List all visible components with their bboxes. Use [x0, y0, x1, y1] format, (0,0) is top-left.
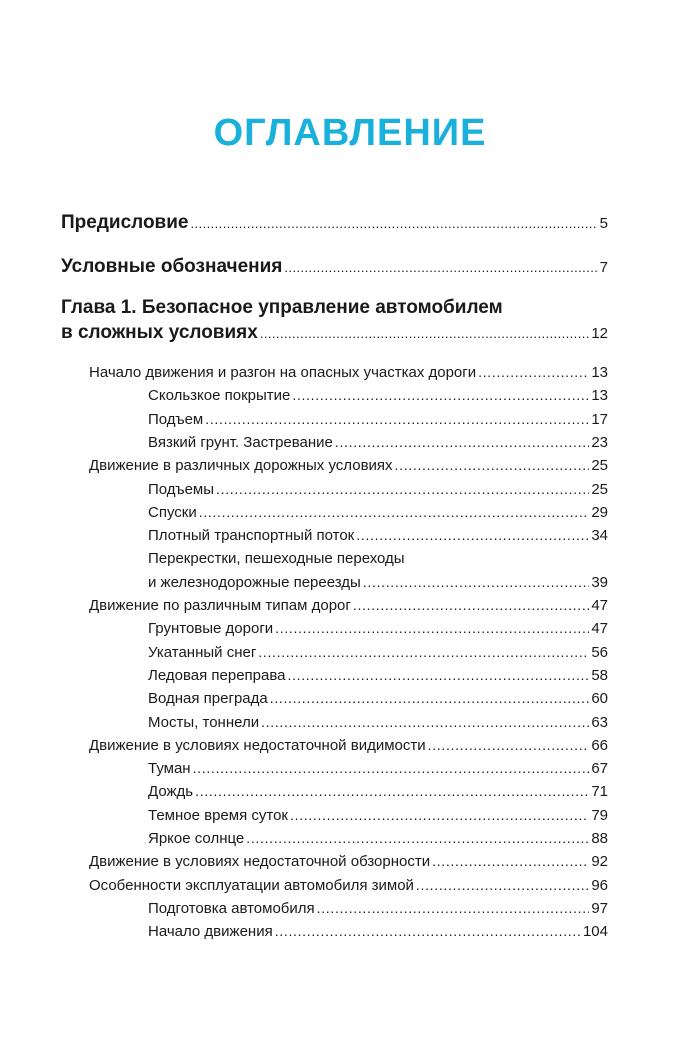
toc-entry-page: 29: [591, 504, 608, 521]
toc-entry-label: Перекрестки, пешеходные переходы: [148, 550, 405, 567]
toc-entry-label: Подъем: [148, 411, 204, 428]
toc-entry-page: 97: [591, 900, 608, 917]
toc-entry-page: 56: [591, 644, 608, 661]
toc-entry-page: 12: [591, 325, 608, 342]
toc-entry[interactable]: [89, 364, 608, 381]
toc-entry-label: Движение по различным типам дорог: [89, 597, 351, 614]
toc-entry[interactable]: [148, 434, 608, 451]
leader-dots: [428, 737, 590, 753]
toc-entry[interactable]: [148, 481, 608, 498]
toc-entry-label: Плотный транспортный поток: [148, 527, 355, 544]
toc-entry[interactable]: [148, 830, 608, 847]
leader-dots: [260, 326, 589, 341]
toc-entry-label: Начало движения: [148, 923, 273, 940]
toc-entry-label: Движение в условиях недостаточной видимости: [89, 737, 426, 754]
toc-entry-page: 13: [591, 387, 608, 404]
toc-entry[interactable]: [89, 737, 608, 754]
toc-entry-page: 88: [591, 830, 608, 847]
toc-entry[interactable]: [148, 807, 608, 824]
toc-entry-page: 63: [591, 714, 608, 731]
leader-dots: [275, 620, 589, 636]
toc-entry-label: Спуски: [148, 504, 197, 521]
leader-dots: [258, 644, 589, 660]
leader-dots: [199, 504, 590, 520]
toc-entry-label: Укатанный снег: [148, 644, 257, 661]
toc-entry-page: 58: [591, 667, 608, 684]
leader-dots: [432, 853, 589, 869]
toc-entry[interactable]: [148, 760, 608, 777]
toc-entry-label: Яркое солнце: [148, 830, 245, 847]
leader-dots: [270, 690, 590, 706]
leader-dots: [216, 481, 589, 497]
toc-entry-page: 25: [591, 457, 608, 474]
toc-entry-preface[interactable]: [61, 212, 608, 234]
leader-dots: [195, 783, 589, 799]
chapter-title-line1[interactable]: Глава 1. Безопасное управление автомобилем: [61, 297, 503, 318]
toc-entry-label: Подготовка автомобиля: [148, 900, 315, 917]
toc-entry-page: 23: [591, 434, 608, 451]
leader-dots: [246, 830, 589, 846]
toc-entry-label: Скользкое покрытие: [148, 387, 291, 404]
leader-dots: [284, 260, 597, 275]
toc-entry-label: Подъемы: [148, 481, 215, 498]
toc-entry[interactable]: [148, 550, 608, 567]
toc-entry-label: Дождь: [148, 783, 194, 800]
toc-entry-page: 39: [591, 574, 608, 591]
toc-entry[interactable]: [148, 900, 608, 917]
leader-dots: [317, 900, 590, 916]
leader-dots: [287, 667, 589, 683]
toc-entry[interactable]: [148, 644, 608, 661]
toc-entry-label: Мосты, тоннели: [148, 714, 260, 731]
leader-dots: [205, 411, 589, 427]
toc-entry-page: 104: [582, 923, 608, 940]
leader-dots: [335, 434, 589, 450]
toc-entry[interactable]: [148, 714, 608, 731]
leader-dots: [191, 216, 598, 231]
leader-dots: [478, 364, 589, 380]
toc-entry[interactable]: [148, 667, 608, 684]
leader-dots: [193, 760, 590, 776]
leader-dots: [416, 877, 589, 893]
toc-entry[interactable]: [148, 411, 608, 428]
toc-entry[interactable]: [148, 387, 608, 404]
toc-entry[interactable]: [89, 597, 608, 614]
toc-entry-label: Грунтовые дороги: [148, 620, 274, 637]
toc-entry-label: Условные обозначения: [61, 256, 283, 277]
toc-entry[interactable]: [89, 457, 608, 474]
toc-entry-page: 34: [591, 527, 608, 544]
toc-entry[interactable]: [148, 620, 608, 637]
leader-dots: [261, 714, 589, 730]
toc-entry-label: Особенности эксплуатации автомобиля зимой: [89, 877, 414, 894]
toc-entry-label: Предисловие: [61, 212, 189, 233]
toc-entry[interactable]: [148, 574, 608, 591]
leader-dots: [363, 574, 589, 590]
toc-entry-legend[interactable]: [61, 256, 608, 278]
toc-entry-label: Вязкий грунт. Застревание: [148, 434, 333, 451]
toc-entry-page: 66: [591, 737, 608, 754]
toc-entry[interactable]: [148, 783, 608, 800]
toc-entry-label: Водная преграда: [148, 690, 268, 707]
leader-dots: [292, 387, 589, 403]
toc-entry-chapter-1[interactable]: [61, 322, 608, 344]
toc-entry-label: Движение в условиях недостаточной обзорности: [89, 853, 431, 870]
toc-entry-page: 60: [591, 690, 608, 707]
toc-entry-label: Начало движения и разгон на опасных участках дороги: [89, 364, 477, 381]
toc-entry-page: 79: [591, 807, 608, 824]
toc-entry-label: в сложных условиях: [61, 322, 258, 343]
toc-entry[interactable]: [148, 504, 608, 521]
leader-dots: [290, 807, 589, 823]
toc-entry-page: 47: [591, 597, 608, 614]
toc-entry[interactable]: [148, 923, 608, 940]
leader-dots: [275, 923, 581, 939]
toc-entry-page: 71: [591, 783, 608, 800]
toc-entry-label: Ледовая переправа: [148, 667, 286, 684]
toc-entry[interactable]: [148, 690, 608, 707]
toc-entry-page: 5: [599, 215, 608, 232]
toc-entry-page: 92: [591, 853, 608, 870]
toc-entry-page: 47: [591, 620, 608, 637]
toc-entry[interactable]: [89, 853, 608, 870]
toc-entry-page: 96: [591, 877, 608, 894]
toc-entry-label: Движение в различных дорожных условиях: [89, 457, 393, 474]
toc-entry[interactable]: [89, 877, 608, 894]
toc-entry-page: 17: [591, 411, 608, 428]
toc-entry-label: и железнодорожные переезды: [148, 574, 361, 591]
toc-entry-page: 25: [591, 481, 608, 498]
page-title: ОГЛАВЛЕНИЕ: [213, 112, 487, 154]
toc-entry-page: 67: [591, 760, 608, 777]
toc-entry[interactable]: [148, 527, 608, 544]
toc-entry-page: 13: [591, 364, 608, 381]
leader-dots: [353, 597, 589, 613]
leader-dots: [395, 457, 590, 473]
toc-entry-label: Темное время суток: [148, 807, 288, 824]
toc-entry-page: 7: [599, 259, 608, 276]
toc-entry-label: Туман: [148, 760, 191, 777]
leader-dots: [356, 527, 589, 543]
